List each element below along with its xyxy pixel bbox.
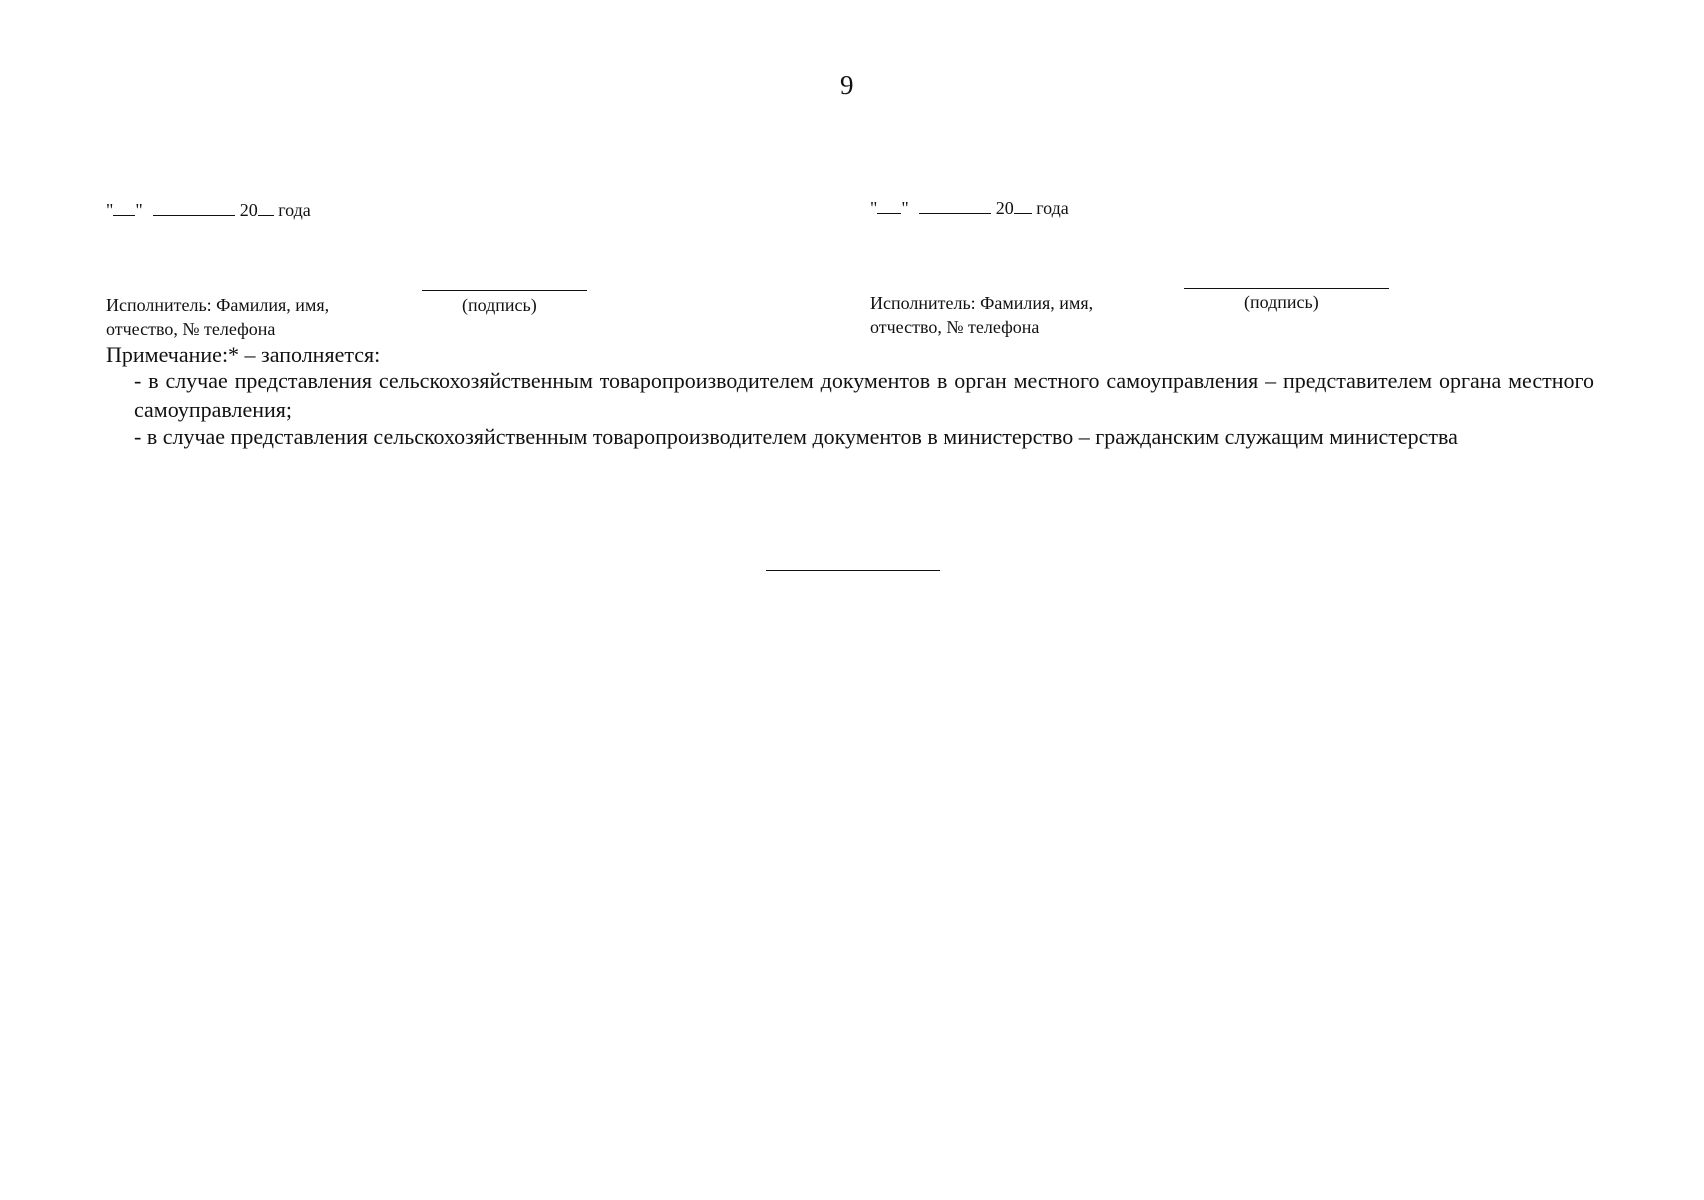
year-blank [1014,200,1032,214]
month-blank [153,202,235,216]
signature-caption-left: (подпись) [462,295,537,315]
date-open-quote: " [106,200,114,220]
signature-line-left [422,290,587,291]
date-close-quote: " [135,200,143,220]
day-blank [113,202,135,216]
date-suffix: года [278,200,311,220]
signature-caption-right: (подпись) [1244,292,1319,312]
date-suffix: года [1036,198,1069,218]
year-prefix: 20 [239,200,258,220]
note-item: - в случае представления сельскохозяйственным товаропроизводителем документов в министерство – гражданским служащим министерства [134,424,1458,449]
date-open-quote: " [870,198,878,218]
executor-line1: Исполнитель: Фамилия, имя, [106,295,330,315]
note-title: Примечание:* – заполняется: [106,342,381,367]
executor-line2: отчество, № телефона [870,317,1040,337]
year-prefix: 20 [995,198,1014,218]
day-blank [877,200,901,214]
page-number: 9 [840,70,854,100]
date-close-quote: " [901,198,909,218]
closing-divider [766,570,940,571]
month-blank [919,200,991,214]
year-blank [258,202,274,216]
note-item: - в случае представления сельскохозяйственным товаропроизводителем документов в орган местного самоуправления – представителем органа местного самоуправления; [134,368,1594,422]
executor-line1: Исполнитель: Фамилия, имя, [870,293,1094,313]
date-field-left [106,201,311,219]
executor-line2: отчество, № телефона [106,319,276,339]
date-field-right [870,199,1069,217]
executor-right [870,291,1093,339]
executor-left [106,293,329,341]
signature-line-right [1184,288,1389,289]
